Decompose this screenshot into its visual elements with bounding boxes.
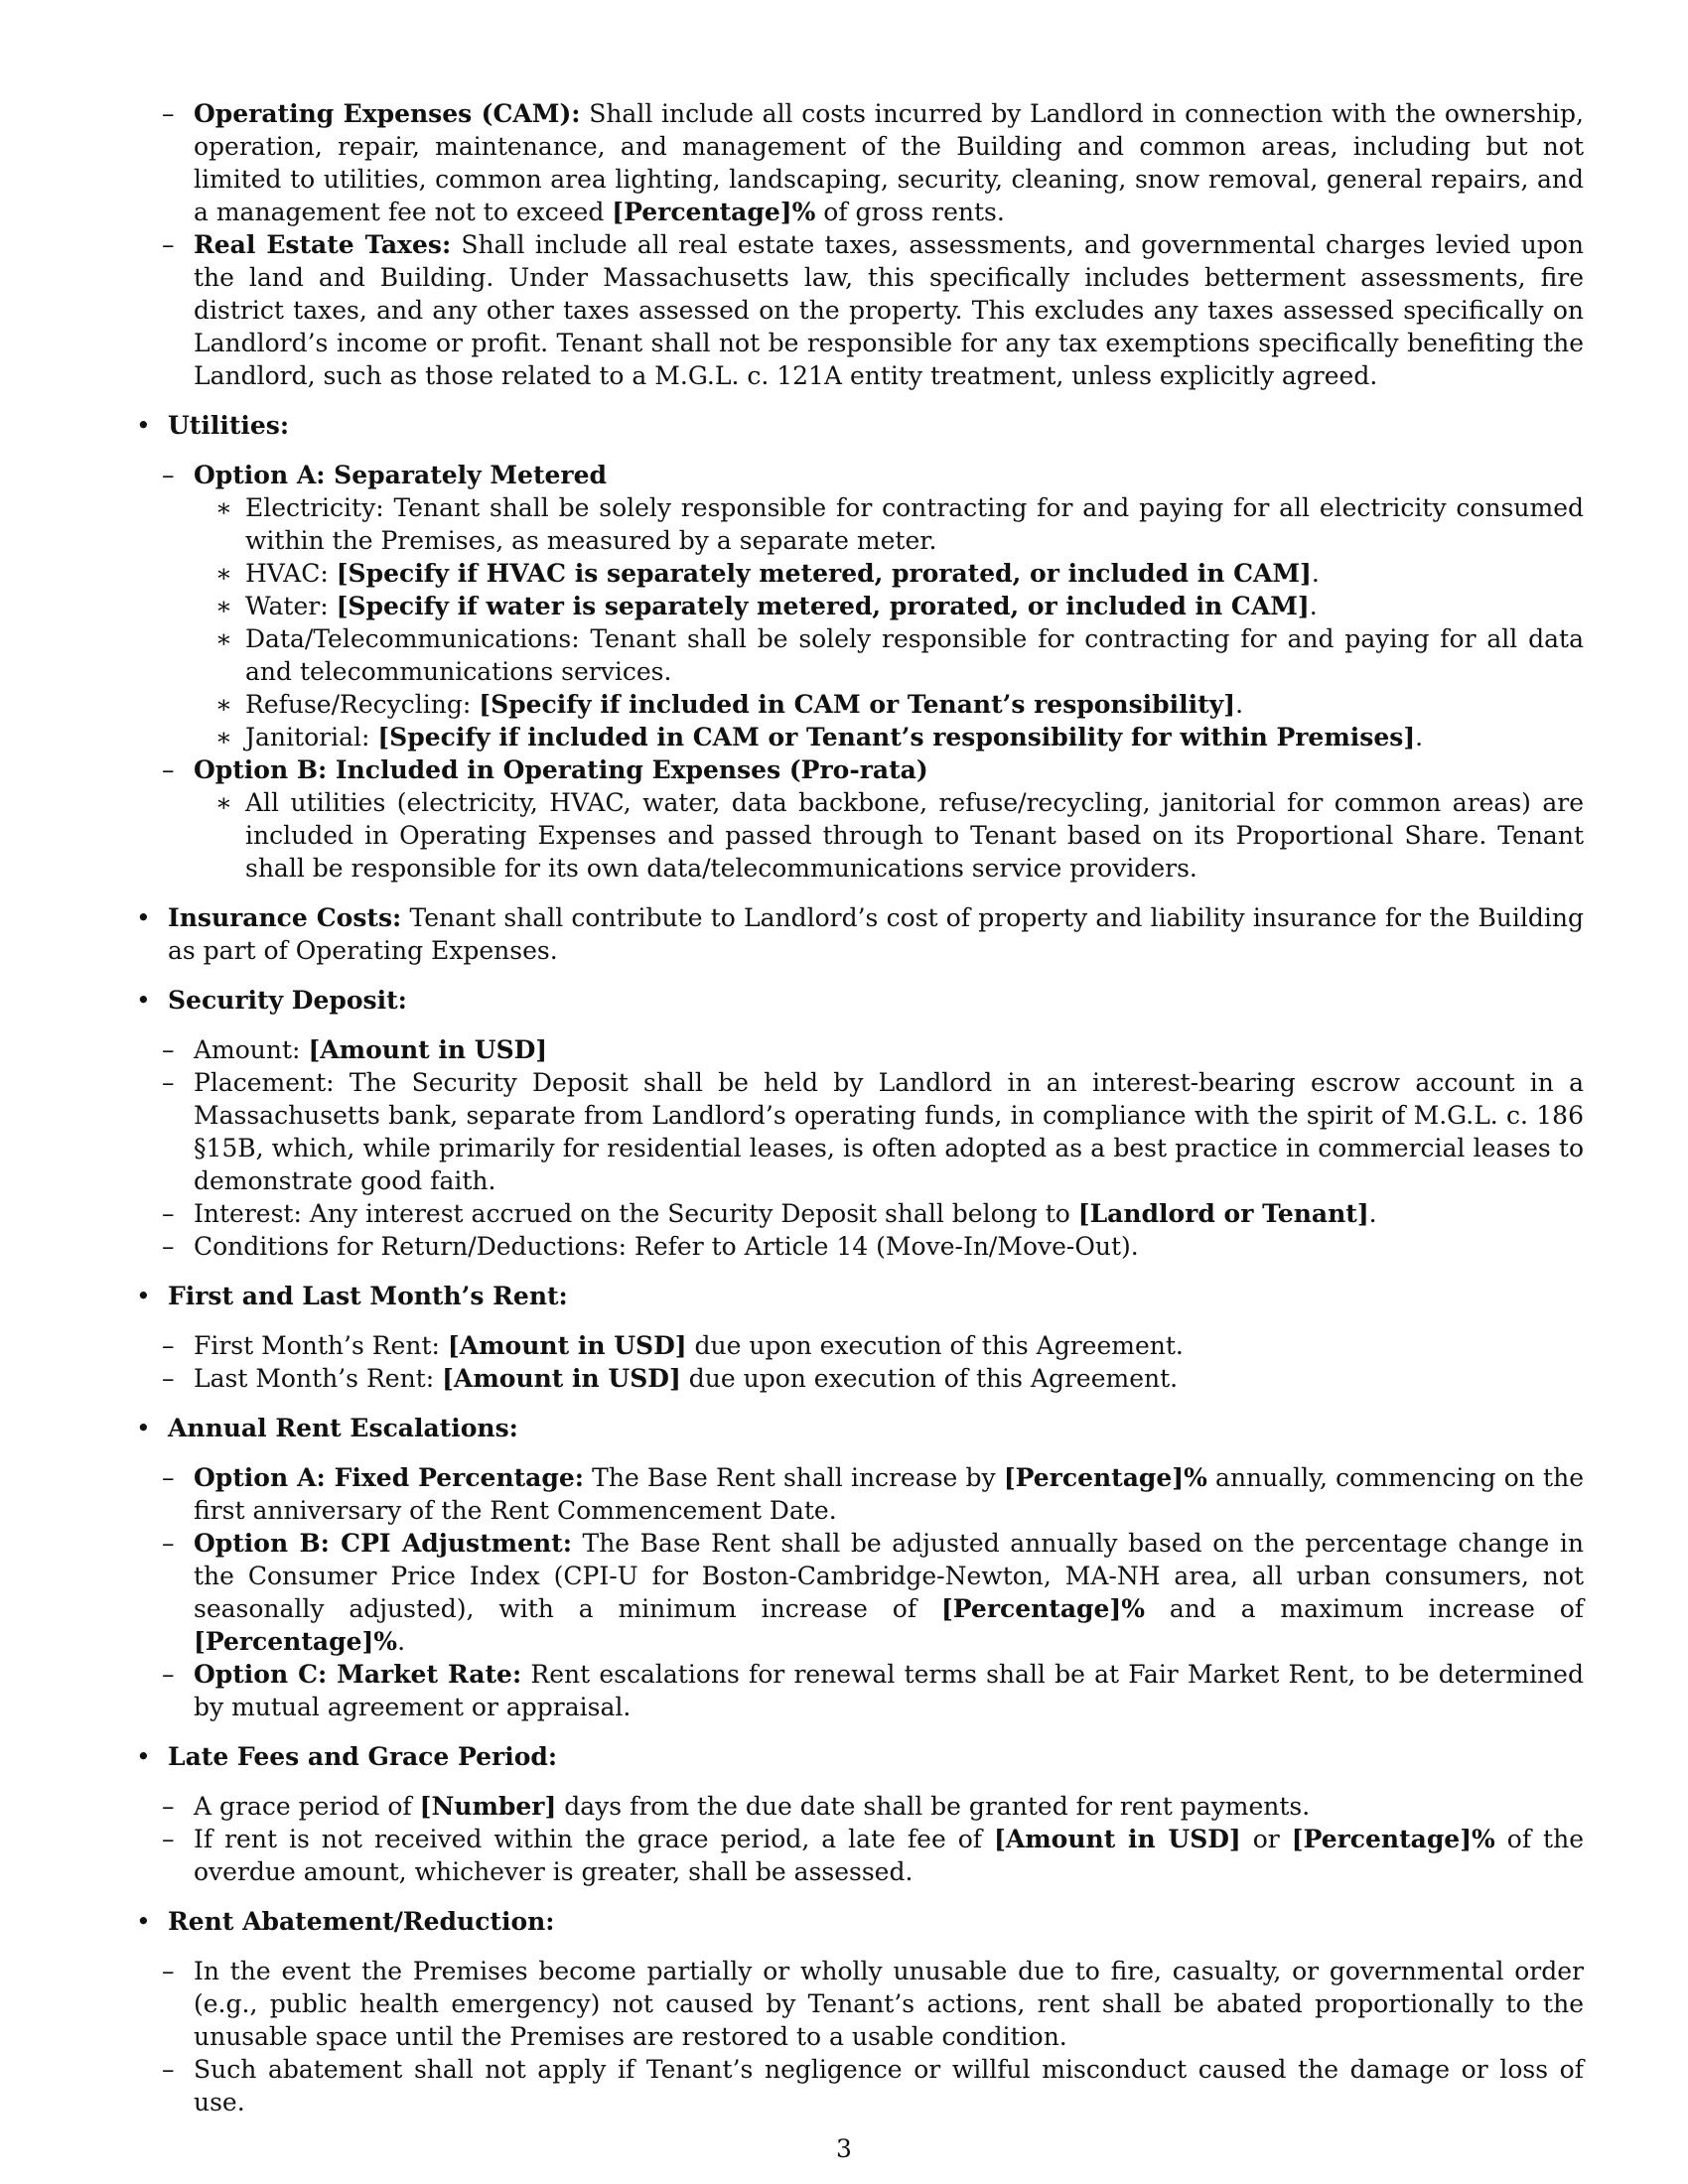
dash-marker: – [162,1825,175,1853]
grace-placeholder: [Number] [419,1792,557,1821]
utilities-options [162,459,1584,885]
bullet-marker: • [136,1282,151,1310]
data-text: Data/Telecommunications: Tenant shall be solely responsible for contracting for and paying for all data and telecommunications services. [245,624,1584,686]
option-b-title: Option B: Included in Operating Expenses (Pro-rata) [194,755,928,784]
first-tail: due upon execution of this Agreement. [686,1331,1184,1360]
escalation-b-title: Option B: CPI Adjustment: [194,1529,572,1558]
section-rent-abatement [134,1905,1584,2118]
utilities-option-a [134,459,1584,753]
star-marker: ∗ [215,624,232,653]
water-label: Water: [245,592,337,620]
utility-hvac: ∗ HVAC: [Specify if HVAC is separately metered, prorated, or included in CAM]. [215,559,1320,588]
hvac-placeholder: [Specify if HVAC is separately metered, prorated, or included in CAM] [336,559,1312,588]
late-fee [134,1823,1584,1888]
dash-marker: – [162,755,175,784]
cam-title: Operating Expenses (CAM): [194,99,581,128]
dash-marker: – [162,1660,175,1689]
dash-marker: – [162,1957,175,1985]
taxes-title: Real Estate Taxes: [194,230,452,259]
return-text: Conditions for Return/Deductions: Refer to Article 14 (Move-In/Move-Out). [194,1232,1139,1261]
bullet-marker: • [136,1414,151,1442]
dash-marker: – [162,1529,175,1558]
janitorial-placeholder: [Specify if included in CAM or Tenant’s responsibility for within Premises] [377,723,1416,751]
escalation-b-tail: . [397,1627,406,1656]
amount-placeholder: [Amount in USD] [308,1035,548,1064]
cam-tail: of gross rents. [815,198,1005,226]
option-b-items [134,786,1584,885]
dash-marker: – [162,1331,175,1360]
dash-marker: – [162,1199,175,1228]
cam-placeholder: [Percentage]% [612,198,816,226]
fee-placeholder-amount: [Amount in USD] [994,1825,1241,1853]
fee-tail: of the overdue amount, whichever is greater, shall be assessed. [194,1825,1584,1886]
fee-label: If rent is not received within the grace period, a late fee of [194,1825,994,1853]
dash-marker: – [162,2055,175,2084]
section-late-fees [134,1740,1584,1888]
first-label: First Month’s Rent: [194,1331,448,1360]
water-placeholder: [Specify if water is separately metered, prorated, or included in CAM] [336,592,1310,620]
abatement-items [134,1955,1584,2118]
dash-marker: – [162,1364,175,1393]
escalation-b-placeholder-max: [Percentage]% [194,1627,398,1656]
escalation-options [134,1461,1584,1723]
section-first-last-rent [134,1280,1584,1395]
janitorial-label: Janitorial: [245,723,378,751]
abatement-text-1: In the event the Premises become partially or wholly unusable due to fire, casualty, or governmental order (e.g., public health emergency) not caused by Tenant’s actions, rent shall be abated proportionally to the unusable space until the Premises are restored to a usable condition. [194,1957,1584,2051]
fee-placeholder-percentage: [Percentage]% [1291,1825,1495,1853]
utilities-option-b [134,753,1584,885]
last-label: Last Month’s Rent: [194,1364,443,1393]
utility-pro-rata [194,786,1584,885]
option-b-text: All utilities (electricity, HVAC, water, data backbone, refuse/recycling, janitorial for common areas) are included in Operating Expenses and passed through to Tenant based on its Proportional Share. Tenant shall be responsible for its own data/telecommunications service providers. [245,788,1584,883]
star-marker: ∗ [215,592,232,620]
expense-definitions [134,97,1584,392]
late-fees-title: Late Fees and Grace Period: [168,1742,558,1771]
option-a-title: Option A: Separately Metered [194,461,607,489]
bullet-marker: • [136,411,151,440]
page-content [134,97,1584,2135]
refuse-placeholder: [Specify if included in CAM or Tenant’s responsibility] [479,690,1236,719]
escalation-a-title: Option A: Fixed Percentage: [194,1463,584,1492]
abatement-item [134,2053,1584,2118]
escalations-title: Annual Rent Escalations: [168,1414,518,1442]
late-fee-items [134,1790,1584,1888]
last-tail: due upon execution of this Agreement. [680,1364,1179,1393]
last-placeholder: [Amount in USD] [442,1364,681,1393]
refuse-label: Refuse/Recycling: [245,690,480,719]
dash-marker: – [162,461,175,489]
escalation-option-b [134,1527,1584,1658]
dash-marker: – [162,1232,175,1261]
escalation-b-text: The Base Rent shall be adjusted annually based on the percentage change in the Consumer Price Index (CPI-U for Boston-Cambridge-Newton, MA-NH area, all urban consumers, not seasonally adjusted), with a minimum increase of [194,1529,1584,1623]
abatement-title: Rent Abatement/Reduction: [168,1907,555,1936]
star-marker: ∗ [215,690,232,719]
escalation-a-tail: annually, commencing on the first anniversary of the Rent Commencement Date. [194,1463,1584,1525]
dash-marker: – [162,1463,175,1492]
bullet-marker: • [136,903,151,932]
placement-text: Placement: The Security Deposit shall be held by Landlord in an interest-bearing escrow account in a Massachusetts bank, separate from Landlord’s operating funds, in compliance with the spirit of M.G.L. c. 186 §15B, which, while primarily for residential leases, is often adopted as a best practice in commercial leases to demonstrate good faith. [194,1068,1584,1195]
abatement-item [134,1955,1584,2053]
utility-refuse: ∗ Refuse/Recycling: [Specify if included in CAM or Tenant’s responsibility]. [215,690,1244,719]
bullet-marker: • [136,986,151,1015]
escalation-c-title: Option C: Market Rate: [194,1660,522,1689]
cam-text: Shall include all costs incurred by Landlord in connection with the ownership, operation, repair, maintenance, and management of the Building and common areas, including but not limited to utilities, common area lighting, landscaping, security, cleaning, snow removal, general repairs, and a management fee not to exceed [194,99,1584,226]
escalation-a-placeholder: [Percentage]% [1003,1463,1207,1492]
insurance-text: Tenant shall contribute to Landlord’s cost of property and liability insurance for the Building as part of Operating Expenses. [168,903,1585,965]
bullet-marker: • [136,1742,151,1771]
dash-marker: – [162,1792,175,1821]
section-rent-escalations [134,1412,1584,1723]
option-a-items [134,491,1584,753]
deposit-return [134,1230,1584,1263]
deposit-amount [134,1033,1584,1066]
first-last-items [134,1329,1584,1395]
escalation-a-text: The Base Rent shall increase by [584,1463,1004,1492]
section-utilities [134,409,1584,885]
grace-period [134,1790,1584,1823]
list-item-cam [134,97,1584,228]
interest-label: Interest: Any interest accrued on the Security Deposit shall belong to [194,1199,1078,1228]
escalation-c-text: Rent escalations for renewal terms shall be at Fair Market Rent, to be determined by mutual agreement or appraisal. [194,1660,1584,1721]
first-placeholder: [Amount in USD] [447,1331,687,1360]
deposit-placement [134,1066,1584,1197]
lease-terms-list [134,409,1584,2118]
utility-janitorial: ∗ Janitorial: [Specify if included in CAM or Tenant’s responsibility for within Premises]. [215,723,1424,751]
escalation-option-a [134,1461,1584,1527]
insurance-title: Insurance Costs: [168,903,402,932]
dash-marker: – [162,1035,175,1064]
dash-marker: – [162,230,175,259]
fee-mid: or [1240,1825,1292,1853]
section-insurance [134,901,1584,967]
deposit-title: Security Deposit: [168,986,407,1015]
escalation-option-c [134,1658,1584,1723]
utilities-title: Utilities: [168,411,290,440]
star-marker: ∗ [215,559,232,588]
section-security-deposit [134,984,1584,1263]
hvac-label: HVAC: [245,559,337,588]
utility-data [194,622,1584,688]
first-last-title: First and Last Month’s Rent: [168,1282,568,1310]
grace-label: A grace period of [194,1792,420,1821]
first-month-rent [134,1329,1584,1362]
dash-marker: – [162,1068,175,1097]
star-marker: ∗ [215,493,232,522]
last-month-rent [134,1362,1584,1395]
interest-placeholder: [Landlord or Tenant] [1077,1199,1369,1228]
grace-tail: days from the due date shall be granted for rent payments. [556,1792,1311,1821]
deposit-interest: – Interest: Any interest accrued on the Security Deposit shall belong to [Landlord or Tenant]. [162,1199,1377,1228]
deposit-items [134,1033,1584,1263]
electricity-text: Electricity: Tenant shall be solely responsible for contracting for and paying for all electricity consumed within the Premises, as measured by a separate meter. [245,493,1584,555]
abatement-text-2: Such abatement shall not apply if Tenant’s negligence or willful misconduct caused the damage or loss of use. [194,2055,1584,2116]
utility-electricity [194,491,1584,557]
escalation-b-mid: and a maximum increase of [1145,1594,1584,1623]
amount-label: Amount: [194,1035,309,1064]
dash-marker: – [162,99,175,128]
escalation-b-placeholder-min: [Percentage]% [940,1594,1146,1623]
page-number: 3 [836,2134,852,2163]
taxes-text: Shall include all real estate taxes, assessments, and governmental charges levied upon the land and Building. Under Massachusetts law, this specifically includes betterment assessments, fire district taxes, and any other taxes assessed on the property. This excludes any taxes assessed specifically on Landlord’s income or profit. Tenant shall not be responsible for any tax exemptions specifically benefiting the Landlord, such as those related to a M.G.L. c. 121A entity treatment, unless explicitly agreed. [194,230,1584,390]
star-marker: ∗ [215,723,232,751]
list-item-taxes [134,228,1584,392]
utility-water: ∗ Water: [Specify if water is separately metered, prorated, or included in CAM]. [215,592,1318,620]
bullet-marker: • [136,1907,151,1936]
star-marker: ∗ [215,788,232,817]
